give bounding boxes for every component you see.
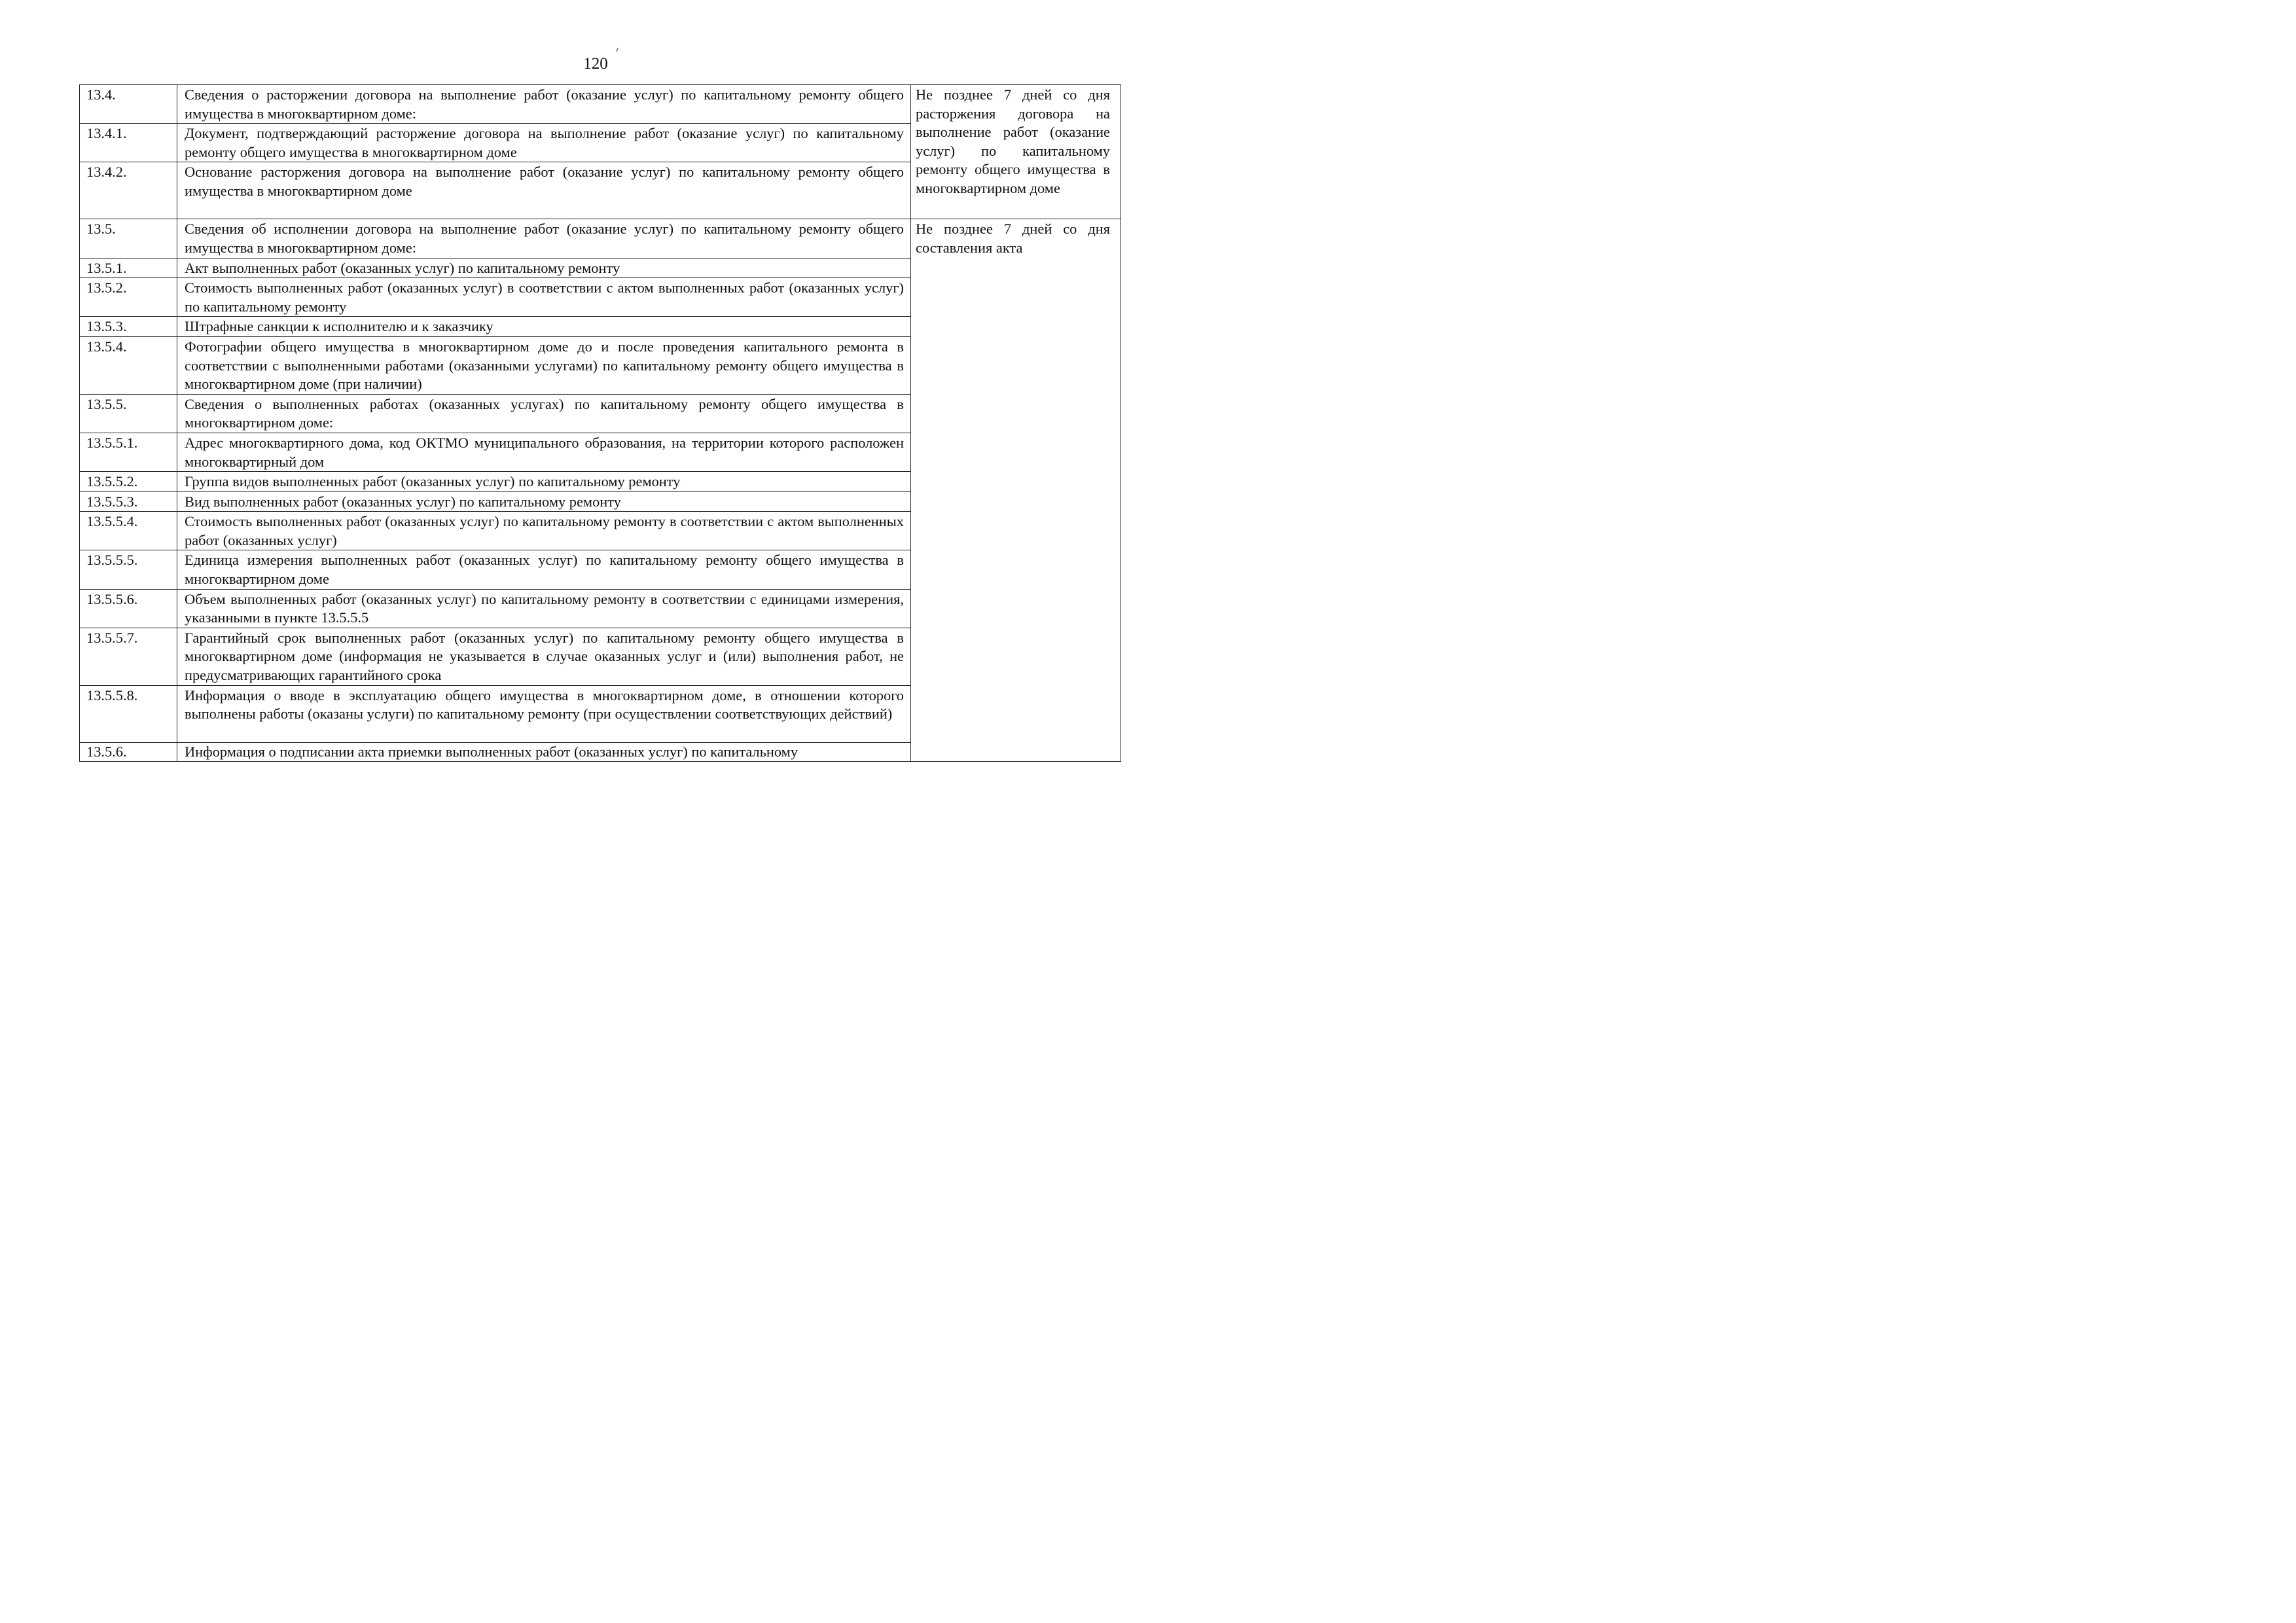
item-description: Штрафные санкции к исполнителю и к заказчику <box>177 317 911 337</box>
item-description: Вид выполненных работ (оказанных услуг) по капитальному ремонту <box>177 491 911 512</box>
table-row <box>80 85 1121 124</box>
item-number: 13.5.5.4. <box>80 512 177 550</box>
item-description: Информация о подписании акта приемки выполненных работ (оказанных услуг) по капитальному <box>177 742 911 762</box>
item-description: Гарантийный срок выполненных работ (оказанных услуг) по капитальному ремонту общего имущества в многоквартирном доме (информация не указывается в случае оказанных услуг и (или) выполнения работ, не предусматривающих гарантийного срока <box>177 628 911 685</box>
item-description: Фотографии общего имущества в многоквартирном доме до и после проведения капитального ремонта в соответствии с выполненными работами (оказанными услугами) по капитальному ремонту общего имущества в многоквартирном доме (при наличии) <box>177 336 911 394</box>
item-description: Единица измерения выполненных работ (оказанных услуг) по капитальному ремонту общего имущества в многоквартирном доме <box>177 550 911 589</box>
item-number: 13.5.3. <box>80 317 177 337</box>
item-number: 13.4.2. <box>80 162 177 219</box>
item-description: Акт выполненных работ (оказанных услуг) по капитальному ремонту <box>177 258 911 278</box>
item-description: Объем выполненных работ (оказанных услуг) по капитальному ремонту в соответствии с единицами измерения, указанными в пункте 13.5.5.5 <box>177 589 911 628</box>
item-description: Основание расторжения договора на выполнение работ (оказание услуг) по капитальному ремонту общего имущества в многоквартирном доме <box>177 162 911 219</box>
scan-mark <box>616 48 619 52</box>
table-row <box>80 219 1121 258</box>
item-number: 13.5.5.7. <box>80 628 177 685</box>
item-description: Сведения об исполнении договора на выполнение работ (оказание услуг) по капитальному ремонту общего имущества в многоквартирном доме: <box>177 219 911 258</box>
item-description: Документ, подтверждающий расторжение договора на выполнение работ (оказание услуг) по капитальному ремонту общего имущества в многоквартирном доме <box>177 124 911 162</box>
item-description: Сведения о выполненных работах (оказанных услугах) по капитальному ремонту общего имущества в многоквартирном доме: <box>177 394 911 433</box>
requirements-table <box>79 84 1121 762</box>
item-number: 13.4.1. <box>80 124 177 162</box>
item-number: 13.5.5. <box>80 394 177 433</box>
item-number: 13.5.5.1. <box>80 433 177 471</box>
item-number: 13.5.5.3. <box>80 491 177 512</box>
item-number: 13.5.5.2. <box>80 472 177 492</box>
item-description: Группа видов выполненных работ (оказанных услуг) по капитальному ремонту <box>177 472 911 492</box>
item-description: Стоимость выполненных работ (оказанных услуг) в соответствии с актом выполненных работ (оказанных услуг) по капитальному ремонту <box>177 278 911 317</box>
item-description: Информация о вводе в эксплуатацию общего имущества в многоквартирном доме, в отношении которого выполнены работы (оказаны услуги) по капитальному ремонту (при осуществлении соответствующих действий) <box>177 685 911 742</box>
item-number: 13.4. <box>80 85 177 124</box>
deadline-cell: Не позднее 7 дней со дня расторжения договора на выполнение работ (оказание услуг) по капитальному ремонту общего имущества в многоквартирном доме <box>911 85 1121 219</box>
deadline-cell: Не позднее 7 дней со дня составления акта <box>911 219 1121 762</box>
page-number: 120 <box>583 55 608 73</box>
item-number: 13.5. <box>80 219 177 258</box>
item-number: 13.5.4. <box>80 336 177 394</box>
item-number: 13.5.6. <box>80 742 177 762</box>
item-number: 13.5.5.6. <box>80 589 177 628</box>
item-description: Сведения о расторжении договора на выполнение работ (оказание услуг) по капитальному ремонту общего имущества в многоквартирном доме: <box>177 85 911 124</box>
item-number: 13.5.1. <box>80 258 177 278</box>
item-number: 13.5.2. <box>80 278 177 317</box>
item-description: Стоимость выполненных работ (оказанных услуг) по капитальному ремонту в соответствии с актом выполненных работ (оказанных услуг) <box>177 512 911 550</box>
item-number: 13.5.5.5. <box>80 550 177 589</box>
item-number: 13.5.5.8. <box>80 685 177 742</box>
item-description: Адрес многоквартирного дома, код ОКТМО муниципального образования, на территории которого расположен многоквартирный дом <box>177 433 911 471</box>
